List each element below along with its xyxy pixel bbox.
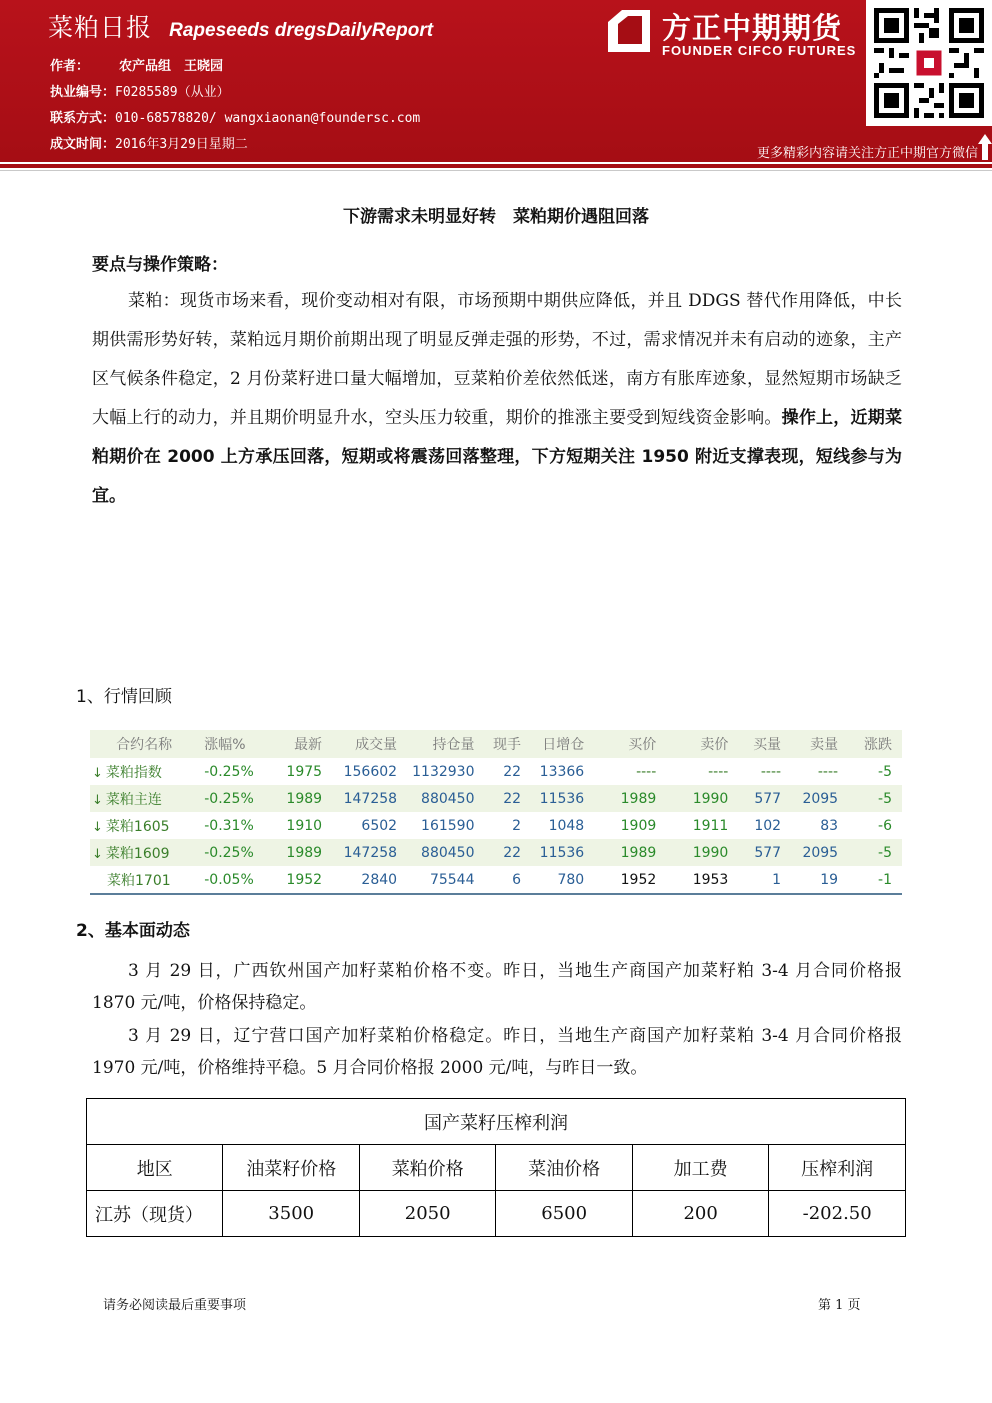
market-table-header: [90, 730, 902, 758]
down-arrow-icon: ↓: [92, 792, 103, 808]
volume: 156602: [328, 758, 403, 785]
last-price: 1989: [260, 839, 328, 866]
crush-profit-cell: -202.50: [769, 1191, 906, 1237]
col-header: 买量: [734, 730, 787, 758]
ask-qty: 2095: [787, 839, 844, 866]
wechat-qr-code: [866, 0, 992, 126]
contract-cell: [90, 812, 204, 839]
qr-code-icon: [874, 8, 984, 118]
strategy-paragraph: [92, 282, 902, 516]
volume: 147258: [328, 839, 403, 866]
table-row: [87, 1191, 906, 1237]
author-line: [50, 55, 223, 74]
volume: 6502: [328, 812, 403, 839]
current-hand: 22: [480, 785, 527, 812]
table-row[interactable]: [90, 785, 902, 812]
col-header: 菜粕价格: [359, 1145, 495, 1191]
volume: 147258: [328, 785, 403, 812]
col-header: 买价: [590, 730, 662, 758]
section-market-review: 1、行情回顾: [76, 687, 172, 707]
col-header: 地区: [87, 1145, 223, 1191]
price-change: -5: [844, 758, 902, 785]
col-header: 加工费: [632, 1145, 768, 1191]
down-arrow-icon: ↓: [92, 765, 103, 781]
ask-price: 1990: [662, 839, 734, 866]
current-hand: 6: [480, 866, 527, 894]
section-fundamentals: 2、基本面动态: [76, 921, 190, 941]
bid-qty: 1: [734, 866, 787, 894]
volume: 2840: [328, 866, 403, 894]
change-pct: -0.25%: [204, 785, 260, 812]
follow-wechat-text: 更多精彩内容请关注方正中期官方微信: [756, 146, 978, 161]
ask-price: 1911: [662, 812, 734, 839]
bid-qty: 102: [734, 812, 787, 839]
daily-oi-change: 1048: [527, 812, 590, 839]
daily-oi-change: 13366: [527, 758, 590, 785]
col-header: 涨跌: [844, 730, 902, 758]
processing-fee-cell: 200: [632, 1191, 768, 1237]
strategy-bold-text: 操作上，近期菜粕期价在 2000 上方承压回落，短期或将震荡回落整理，下方短期关注 1950 附近支撑表现，短线参与为宜。: [92, 408, 903, 506]
change-pct: -0.31%: [204, 812, 260, 839]
contract-name: 菜粕1605: [105, 818, 170, 835]
bid-price: 1989: [590, 839, 662, 866]
contact-value: 010-68578820/ wangxiaonan@foundersc.com: [115, 111, 421, 126]
last-price: 1975: [260, 758, 328, 785]
brand-name-cn: 方正中期期货: [662, 11, 843, 45]
article-title: 下游需求未明显好转 菜粕期价遇阻回落: [343, 207, 649, 227]
founder-logo-icon: [604, 8, 654, 58]
daily-oi-change: 11536: [527, 785, 590, 812]
market-quote-table: [90, 730, 902, 895]
date-label: 成文时间：: [50, 137, 116, 152]
ask-qty: ----: [787, 758, 844, 785]
col-header: 最新: [260, 730, 328, 758]
report-title-cn: 菜粕日报: [48, 13, 153, 42]
license-label: 执业编号：: [50, 85, 116, 100]
change-pct: -0.25%: [204, 758, 260, 785]
contract-name: 菜粕指数: [105, 764, 162, 781]
current-hand: 22: [480, 758, 527, 785]
col-header: 成交量: [328, 730, 403, 758]
bid-price: 1909: [590, 812, 662, 839]
fundamentals-paragraph-1: 3 月 29 日，广西钦州国产加籽菜粕价格不变。昨日，当地生产商国产加菜籽粕 3-4 月合同价格报 1870 元/吨，价格保持稳定。: [92, 961, 902, 1013]
col-header: 菜油价格: [496, 1145, 632, 1191]
date-value: 2016年3月29日星期二: [115, 137, 248, 152]
col-header: 压榨利润: [769, 1145, 906, 1191]
table-row[interactable]: [90, 866, 902, 894]
brand-name-en: FOUNDER CIFCO FUTURES: [662, 43, 857, 58]
open-interest: 161590: [403, 812, 480, 839]
table-row[interactable]: [90, 839, 902, 866]
current-hand: 22: [480, 839, 527, 866]
open-interest: 880450: [403, 839, 480, 866]
last-price: 1989: [260, 785, 328, 812]
last-price: 1952: [260, 866, 328, 894]
col-header: 涨幅%: [204, 730, 260, 758]
contact-label: 联系方式：: [50, 111, 116, 126]
col-header: 油菜籽价格: [223, 1145, 359, 1191]
price-change: -5: [844, 839, 902, 866]
bid-price: 1952: [590, 866, 662, 894]
price-change: -5: [844, 785, 902, 812]
contract-name: 菜粕1701: [107, 872, 171, 889]
footer-notice: 请务必阅读最后重要事项: [103, 1298, 247, 1313]
contract-cell: [90, 866, 204, 894]
contact-line: [50, 107, 420, 126]
col-header: 现手: [480, 730, 527, 758]
license-value: F0285589（从业）: [115, 85, 230, 100]
open-interest: 880450: [403, 785, 480, 812]
change-pct: -0.05%: [204, 866, 260, 894]
up-arrow-icon: [978, 134, 992, 160]
last-price: 1910: [260, 812, 328, 839]
ask-qty: 19: [787, 866, 844, 894]
contract-cell: [90, 785, 204, 812]
col-header: 卖价: [662, 730, 734, 758]
open-interest: 75544: [403, 866, 480, 894]
bid-price: 1989: [590, 785, 662, 812]
down-arrow-icon: ↓: [92, 819, 103, 835]
key-points-heading: 要点与操作策略：: [92, 255, 228, 275]
profit-table-title-row: [87, 1099, 906, 1145]
change-pct: -0.25%: [204, 839, 260, 866]
table-row[interactable]: [90, 758, 902, 785]
bid-qty: ----: [734, 758, 787, 785]
page-number: 第 1 页: [818, 1298, 861, 1313]
table-row[interactable]: [90, 812, 902, 839]
col-header: 卖量: [787, 730, 844, 758]
profit-table-header: [87, 1145, 906, 1191]
header-rule: [0, 164, 992, 168]
ask-price: 1990: [662, 785, 734, 812]
rapeseed-price-cell: 3500: [223, 1191, 359, 1237]
down-arrow-icon: ↓: [92, 846, 103, 862]
bid-price: ----: [590, 758, 662, 785]
author-value: 农产品组 王晓园: [119, 59, 224, 74]
report-title-en: Rapeseeds dregsDailyReport: [169, 20, 434, 41]
report-title-row: [48, 8, 433, 44]
contract-name: 菜粕1609: [105, 845, 170, 862]
open-interest: 1132930: [403, 758, 480, 785]
ask-qty: 2095: [787, 785, 844, 812]
crushing-profit-table: [86, 1098, 906, 1237]
brand-logo: [604, 6, 864, 62]
ask-qty: 83: [787, 812, 844, 839]
contract-cell: [90, 758, 204, 785]
contract-cell: [90, 839, 204, 866]
fundamentals-paragraph-2: 3 月 29 日，辽宁营口国产加籽菜粕价格稳定。昨日，当地生产商国产加籽菜粕 3-4 月合同价格报 1970 元/吨，价格维持平稳。5 月合同价格报 2000 元/吨，与昨日一致。: [92, 1026, 902, 1078]
daily-oi-change: 780: [527, 866, 590, 894]
price-change: -6: [844, 812, 902, 839]
license-line: [50, 81, 230, 100]
col-header: 合约名称: [90, 730, 204, 758]
ask-price: ----: [662, 758, 734, 785]
region-cell: 江苏（现货）: [87, 1191, 223, 1237]
daily-oi-change: 11536: [527, 839, 590, 866]
contract-name: 菜粕主连: [105, 791, 162, 808]
profit-table-title: 国产菜籽压榨利润: [87, 1099, 906, 1145]
bid-qty: 577: [734, 785, 787, 812]
col-header: 持仓量: [403, 730, 480, 758]
current-hand: 2: [480, 812, 527, 839]
col-header: 日增仓: [527, 730, 590, 758]
meal-price-cell: 2050: [359, 1191, 495, 1237]
author-label: 作者：: [50, 59, 90, 74]
header-rule-thin: [0, 170, 992, 171]
ask-price: 1953: [662, 866, 734, 894]
report-header: [0, 0, 992, 162]
oil-price-cell: 6500: [496, 1191, 632, 1237]
price-change: -1: [844, 866, 902, 894]
strategy-text: 菜粕：现货市场来看，现价变动相对有限，市场预期中期供应降低，并且 DDGS 替代作用降低，中长期供需形势好转，菜粕远月期价前期出现了明显反弹走强的形势，不过，需求情况并未有启动的迹象，主产区气候条件稳定，2 月份菜籽进口量大幅增加，豆菜粕价差依然低迷，南方有胀库迹象，显然短期市场缺乏大幅上行的动力，并且期价明显升水，空头压力较重，期价的推涨主要受到短线资金影响。: [92, 291, 902, 428]
date-line: [50, 133, 248, 152]
bid-qty: 577: [734, 839, 787, 866]
